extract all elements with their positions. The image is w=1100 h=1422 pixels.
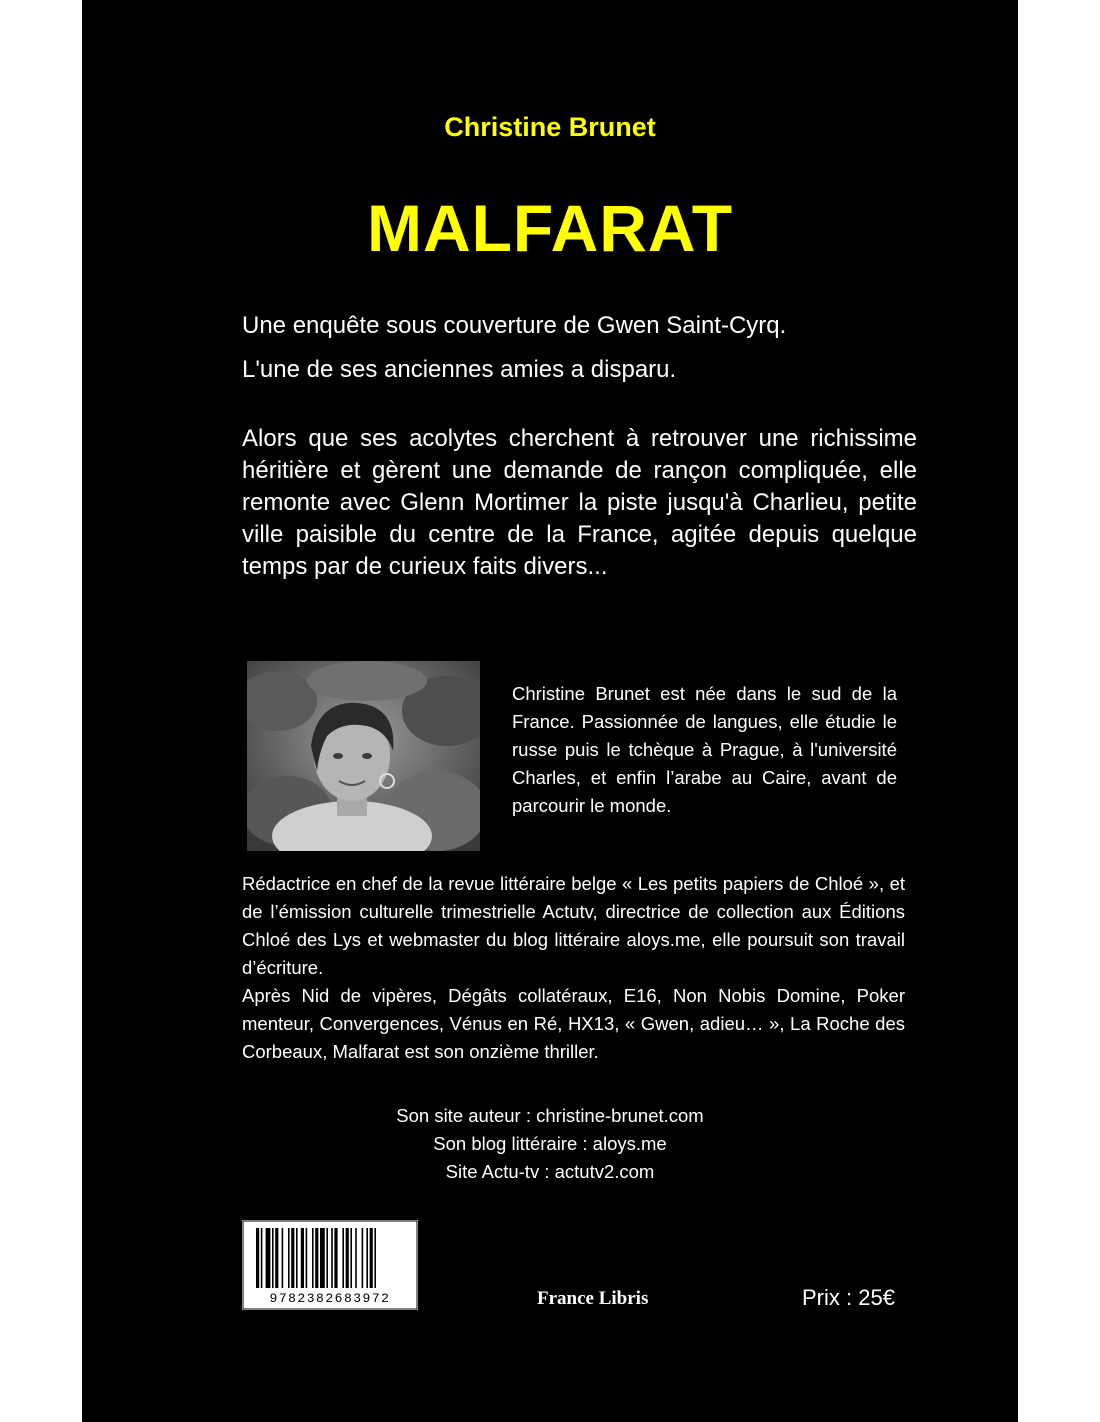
link-author-site: Son site auteur : christine-brunet.com bbox=[396, 1105, 704, 1126]
synopsis bbox=[242, 310, 917, 583]
isbn-barcode bbox=[242, 1220, 418, 1310]
author-name: Christine Brunet bbox=[444, 112, 656, 142]
book-back-cover bbox=[82, 0, 1018, 1422]
author-links bbox=[82, 1102, 1018, 1186]
synopsis-paragraph: Alors que ses acolytes cherchent à retrouver une richissime héritière et gèrent une demande de rançon compliquée, elle remonte avec Glenn Mortimer la piste jusqu'à Charlieu, petite ville paisible du centre de la France, agitée depuis quelque temps par de curieux faits divers... bbox=[242, 425, 917, 580]
synopsis-line: L'une de ses anciennes amies a disparu. bbox=[242, 356, 677, 383]
synopsis-line: Une enquête sous couverture de Gwen Saint-Cyrq. bbox=[242, 312, 787, 339]
price: Prix : 25€ bbox=[802, 1285, 895, 1310]
author-bio-long bbox=[242, 870, 905, 1066]
bio-paragraph: Après Nid de vipères, Dégâts collatéraux, E16, Non Nobis Domine, Poker menteur, Convergences, Vénus en Ré, HX13, « Gwen, adieu… », La Roche des Corbeaux, Malfarat est son onzième thriller. bbox=[242, 985, 905, 1062]
author-bio-short: Christine Brunet est née dans le sud de la France. Passionnée de langues, elle étudie le russe puis le tchèque à Prague, à l'université Charles, et enfin l’arabe au Caire, avant de parcourir le monde. bbox=[512, 683, 897, 816]
link-blog: Son blog littéraire : aloys.me bbox=[433, 1133, 667, 1154]
bio-paragraph: Rédactrice en chef de la revue littéraire belge « Les petits papiers de Chloé », et de l’émission culturelle trimestrielle Actutv, directrice de collection aux Éditions Chloé des Lys et webmaster du blog littéraire aloys.me, elle poursuit son travail d’écriture. bbox=[242, 873, 905, 978]
author-photo bbox=[247, 661, 480, 851]
isbn-number: 9782382683972 bbox=[269, 1291, 391, 1306]
publisher-name: France Libris bbox=[537, 1288, 649, 1309]
link-actutv: Site Actu-tv : actutv2.com bbox=[445, 1161, 655, 1182]
book-title: MALFARAT bbox=[366, 191, 734, 265]
